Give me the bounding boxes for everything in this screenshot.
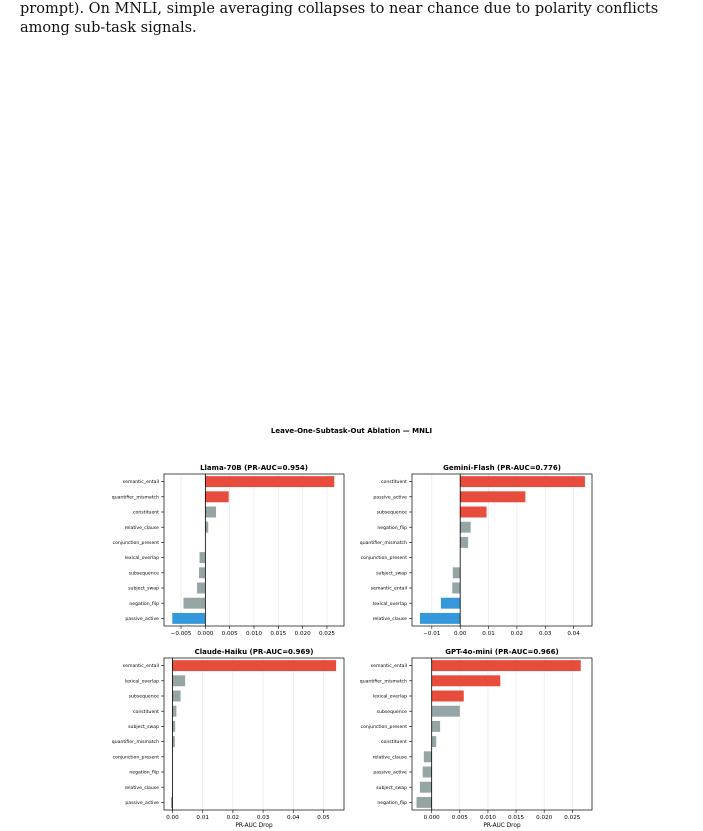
body-text-line: among sub-task signals.	[20, 20, 197, 36]
y-tick-label: passive_active	[373, 770, 407, 776]
chart-panel-gpt-4o-mini	[359, 640, 608, 831]
chart-svg	[359, 640, 608, 831]
x-axis-label: PR-AUC Drop	[483, 823, 521, 829]
y-tick-label: constituent	[381, 740, 407, 746]
x-tick-label: −0.005	[170, 631, 192, 637]
bar-passive-active	[423, 767, 432, 778]
y-tick-label: constituent	[133, 510, 159, 516]
y-tick-label: relative_clause	[124, 525, 159, 531]
body-text-line: prompt). On MNLI, simple averaging collapses to near chance due to polarity conflicts	[20, 1, 659, 17]
y-tick-label: subsequence	[376, 510, 407, 516]
x-tick-label: 0.015	[508, 815, 525, 821]
y-tick-label: subsequence	[128, 694, 159, 700]
bar-subject-swap	[172, 721, 175, 732]
bar-subject-swap	[453, 567, 460, 578]
y-tick-label: lexical_overlap	[372, 694, 407, 700]
bar-subsequence	[460, 507, 486, 518]
bar-subsequence	[432, 706, 460, 717]
chart-title: Llama-70B (PR-AUC=0.954)	[200, 464, 308, 472]
y-tick-label: negation_flip	[377, 801, 407, 806]
y-tick-label: lexical_overlap	[124, 556, 159, 562]
y-tick-label: quantifier_mismatch	[111, 740, 159, 746]
bar-quantifier-mismatch	[205, 491, 228, 502]
y-tick-label: subject_swap	[376, 571, 407, 577]
x-tick-label: 0.03	[538, 631, 552, 637]
body-text	[20, 0, 685, 38]
chart-title: GPT-4o-mini (PR-AUC=0.966)	[445, 648, 559, 656]
y-tick-label: semantic_entail	[370, 664, 407, 670]
bar-relative-clause	[424, 751, 432, 762]
x-tick-label: 0.005	[451, 815, 468, 821]
x-tick-label: 0.02	[510, 631, 524, 637]
x-tick-label: 0.005	[221, 631, 238, 637]
bar-negation-flip	[183, 598, 205, 609]
y-tick-label: passive_active	[125, 801, 159, 806]
y-tick-label: semantic_entail	[122, 480, 159, 486]
plot-frame	[164, 658, 344, 810]
x-tick-label: 0.00	[166, 815, 179, 821]
x-axis-label: PR-AUC Drop	[235, 823, 273, 829]
x-tick-label: 0.000	[197, 631, 214, 637]
chart-panel-gemini-flash	[359, 456, 608, 642]
bar-constituent	[205, 507, 216, 518]
x-tick-label: 0.00	[453, 631, 467, 637]
x-tick-label: 0.04	[287, 815, 300, 821]
y-tick-label: conjunction_present	[360, 556, 407, 562]
bar-constituent	[432, 736, 437, 747]
x-tick-label: 0.010	[245, 631, 263, 637]
y-tick-label: relative_clause	[124, 785, 159, 791]
x-tick-label: 0.05	[317, 815, 330, 821]
chart-svg	[111, 640, 360, 831]
bar-lexical-overlap	[432, 691, 464, 702]
y-tick-label: quantifier_mismatch	[359, 679, 407, 685]
bar-subject-swap	[197, 583, 205, 594]
x-tick-label: −0.01	[423, 631, 441, 637]
chart-panel-llama-70b	[111, 456, 360, 642]
y-tick-label: passive_active	[373, 495, 407, 501]
y-tick-label: lexical_overlap	[124, 679, 159, 685]
chart-svg	[111, 456, 360, 642]
x-tick-label: 0.04	[567, 631, 580, 637]
x-tick-label: 0.02	[226, 815, 240, 821]
y-tick-label: semantic_entail	[370, 586, 407, 592]
y-tick-label: lexical_overlap	[372, 601, 407, 607]
y-tick-label: subject_swap	[376, 785, 407, 791]
bar-negation-flip	[460, 522, 470, 533]
chart-svg	[359, 456, 608, 642]
bar-conjunction-present	[432, 721, 440, 732]
y-tick-label: negation_flip	[129, 770, 159, 776]
bar-quantifier-mismatch	[432, 675, 501, 686]
x-tick-label: 0.01	[196, 815, 209, 821]
y-tick-label: quantifier_mismatch	[359, 541, 407, 546]
bar-constituent	[460, 476, 585, 487]
y-tick-label: relative_clause	[372, 755, 407, 761]
y-tick-label: constituent	[381, 480, 407, 486]
bar-negation-flip	[417, 797, 432, 808]
chart-title: Gemini-Flash (PR-AUC=0.776)	[443, 464, 561, 472]
x-tick-label: 0.01	[482, 631, 495, 637]
bar-lexical-overlap	[172, 675, 185, 686]
y-tick-label: negation_flip	[129, 601, 159, 607]
bar-passive-active	[460, 491, 525, 502]
y-tick-label: relative_clause	[372, 617, 407, 622]
x-tick-label: 0.000	[423, 815, 440, 821]
bar-passive-active	[172, 613, 205, 624]
bar-subject-swap	[420, 782, 432, 793]
x-tick-label: 0.025	[318, 631, 335, 637]
y-tick-label: negation_flip	[377, 525, 407, 531]
x-tick-label: 0.020	[536, 815, 553, 821]
x-tick-label: 0.010	[479, 815, 496, 821]
bar-semantic-entail	[205, 476, 334, 487]
bar-quantifier-mismatch	[460, 537, 468, 548]
figure-title: Leave-One-Subtask-Out Ablation — MNLI	[270, 427, 433, 435]
y-tick-label: quantifier_mismatch	[111, 495, 159, 501]
bar-lexical-overlap	[441, 598, 460, 609]
y-tick-label: constituent	[133, 709, 159, 715]
y-tick-label: semantic_entail	[122, 664, 159, 670]
bar-constituent	[172, 706, 176, 717]
y-tick-label: subject_swap	[128, 725, 159, 730]
y-tick-label: conjunction_present	[112, 541, 159, 546]
bar-relative-clause	[205, 522, 208, 533]
y-tick-label: subsequence	[376, 709, 407, 715]
bar-semantic-entail	[452, 583, 460, 594]
chart-panel-claude-haiku	[111, 640, 360, 831]
x-tick-label: 0.020	[294, 631, 311, 637]
bar-relative-clause	[420, 613, 460, 624]
x-tick-label: 0.025	[564, 815, 581, 821]
y-tick-label: conjunction_present	[112, 755, 159, 761]
y-tick-label: passive_active	[125, 617, 159, 622]
bar-semantic-entail	[172, 660, 336, 671]
chart-title: Claude-Haiku (PR-AUC=0.969)	[194, 648, 314, 656]
y-tick-label: conjunction_present	[360, 725, 407, 730]
bar-semantic-entail	[432, 660, 581, 671]
bar-lexical-overlap	[200, 552, 206, 563]
x-tick-label: 0.015	[270, 631, 287, 637]
bar-subsequence	[199, 567, 205, 578]
y-tick-label: subsequence	[128, 571, 159, 577]
y-tick-label: subject_swap	[128, 586, 159, 592]
x-tick-label: 0.03	[256, 815, 270, 821]
bar-subsequence	[172, 691, 180, 702]
